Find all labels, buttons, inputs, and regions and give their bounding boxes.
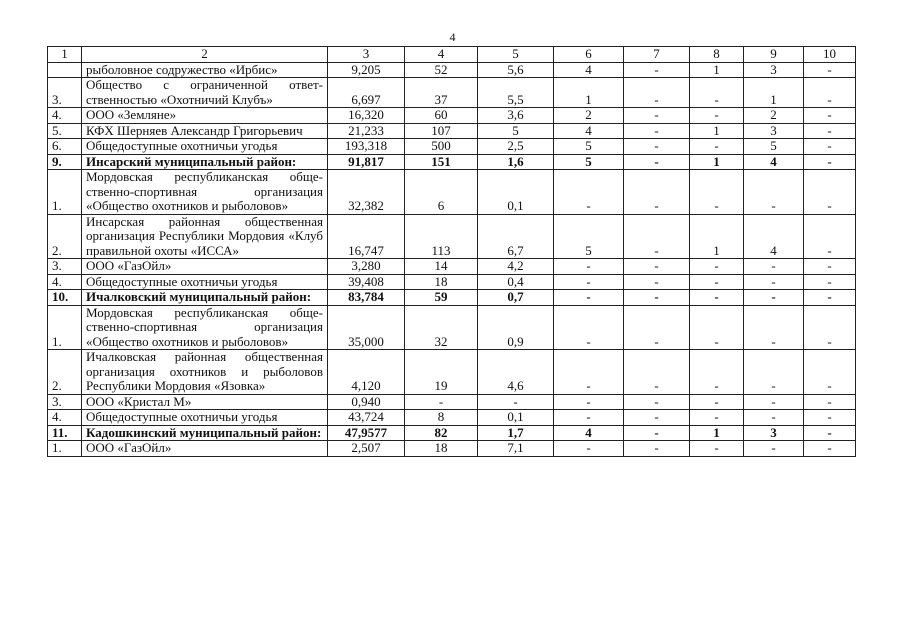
value-col-5: 4,6	[478, 350, 554, 395]
value-col-10: -	[804, 108, 856, 124]
row-number: 4.	[48, 274, 82, 290]
value-col-8: -	[690, 394, 744, 410]
row-number: 4.	[48, 410, 82, 426]
value-col-9: -	[744, 290, 804, 306]
row-number: 9.	[48, 154, 82, 170]
value-col-5: 1,7	[478, 425, 554, 441]
value-col-7: -	[624, 154, 690, 170]
value-col-5: 5,5	[478, 78, 554, 108]
organization-name: Общедоступные охотничьи угодья	[82, 139, 328, 155]
value-col-3: 0,940	[328, 394, 405, 410]
value-col-6: -	[554, 410, 624, 426]
value-col-3: 193,318	[328, 139, 405, 155]
organization-name: рыболовное содружество «Ирбис»	[82, 62, 328, 78]
value-col-6: 4	[554, 425, 624, 441]
value-col-3: 83,784	[328, 290, 405, 306]
value-col-4: 6	[405, 170, 478, 215]
value-col-8: -	[690, 274, 744, 290]
value-col-7: -	[624, 410, 690, 426]
value-col-3: 3,280	[328, 259, 405, 275]
value-col-9: 4	[744, 214, 804, 259]
table-row	[48, 78, 856, 108]
value-col-3: 2,507	[328, 441, 405, 457]
column-number-row	[48, 47, 856, 63]
value-col-10: -	[804, 170, 856, 215]
value-col-3: 91,817	[328, 154, 405, 170]
table-row	[48, 62, 856, 78]
value-col-3: 35,000	[328, 305, 405, 350]
value-col-10: -	[804, 274, 856, 290]
column-number-3: 3	[328, 47, 405, 63]
value-col-5: 5	[478, 123, 554, 139]
value-col-3: 32,382	[328, 170, 405, 215]
column-number-1: 1	[48, 47, 82, 63]
table-row	[48, 394, 856, 410]
value-col-6: -	[554, 259, 624, 275]
column-number-7: 7	[624, 47, 690, 63]
table-row	[48, 259, 856, 275]
table-row	[48, 108, 856, 124]
organization-name: Общество с ограниченной ответ-ственностью «Охотничий Клубъ»	[82, 78, 328, 108]
organization-name: ООО «Земляне»	[82, 108, 328, 124]
row-number: 4.	[48, 108, 82, 124]
value-col-8: -	[690, 441, 744, 457]
table-row	[48, 170, 856, 215]
value-col-9: -	[744, 410, 804, 426]
row-number: 11.	[48, 425, 82, 441]
value-col-3: 9,205	[328, 62, 405, 78]
value-col-3: 21,233	[328, 123, 405, 139]
hunting-grounds-table	[47, 46, 856, 457]
organization-name: Мордовская республиканская обще-ственно-спортивная организация «Общество охотников и рыболовов»	[82, 170, 328, 215]
value-col-6: 4	[554, 62, 624, 78]
value-col-4: 500	[405, 139, 478, 155]
value-col-5: 0,1	[478, 170, 554, 215]
value-col-6: 5	[554, 139, 624, 155]
row-number: 5.	[48, 123, 82, 139]
value-col-8: -	[690, 170, 744, 215]
row-number: 1.	[48, 305, 82, 350]
organization-name: ООО «ГазОйл»	[82, 441, 328, 457]
table-body	[48, 62, 856, 456]
value-col-9: 3	[744, 62, 804, 78]
value-col-7: -	[624, 108, 690, 124]
value-col-3: 39,408	[328, 274, 405, 290]
row-number: 3.	[48, 394, 82, 410]
value-col-8: -	[690, 108, 744, 124]
value-col-6: 4	[554, 123, 624, 139]
district-summary-row	[48, 425, 856, 441]
table-row	[48, 274, 856, 290]
value-col-9: -	[744, 170, 804, 215]
row-number	[48, 62, 82, 78]
value-col-4: 60	[405, 108, 478, 124]
value-col-4: 113	[405, 214, 478, 259]
value-col-5: 4,2	[478, 259, 554, 275]
value-col-7: -	[624, 170, 690, 215]
organization-name: Общедоступные охотничьи угодья	[82, 410, 328, 426]
district-summary-row	[48, 290, 856, 306]
value-col-5: 6,7	[478, 214, 554, 259]
organization-name: Общедоступные охотничьи угодья	[82, 274, 328, 290]
value-col-5: 0,9	[478, 305, 554, 350]
organization-name: ООО «Кристал М»	[82, 394, 328, 410]
value-col-8: 1	[690, 214, 744, 259]
value-col-7: -	[624, 62, 690, 78]
value-col-5: 1,6	[478, 154, 554, 170]
row-number: 3.	[48, 259, 82, 275]
value-col-4: 59	[405, 290, 478, 306]
value-col-7: -	[624, 394, 690, 410]
value-col-7: -	[624, 290, 690, 306]
value-col-10: -	[804, 154, 856, 170]
value-col-6: 1	[554, 78, 624, 108]
value-col-3: 47,9577	[328, 425, 405, 441]
value-col-8: 1	[690, 123, 744, 139]
value-col-8: -	[690, 259, 744, 275]
value-col-8: -	[690, 305, 744, 350]
organization-name: Кадошкинский муниципальный район:	[82, 425, 328, 441]
column-number-2: 2	[82, 47, 328, 63]
value-col-10: -	[804, 350, 856, 395]
value-col-3: 16,320	[328, 108, 405, 124]
value-col-9: -	[744, 259, 804, 275]
value-col-8: 1	[690, 154, 744, 170]
organization-name: Инсарский муниципальный район:	[82, 154, 328, 170]
column-number-8: 8	[690, 47, 744, 63]
value-col-6: -	[554, 305, 624, 350]
organization-name: КФХ Шерняев Александр Григорьевич	[82, 123, 328, 139]
organization-name: ООО «ГазОйл»	[82, 259, 328, 275]
value-col-9: 2	[744, 108, 804, 124]
value-col-4: 14	[405, 259, 478, 275]
value-col-8: -	[690, 139, 744, 155]
value-col-6: 2	[554, 108, 624, 124]
value-col-10: -	[804, 123, 856, 139]
value-col-5: 0,1	[478, 410, 554, 426]
column-number-9: 9	[744, 47, 804, 63]
table-row	[48, 305, 856, 350]
row-number: 2.	[48, 350, 82, 395]
value-col-4: 82	[405, 425, 478, 441]
value-col-3: 43,724	[328, 410, 405, 426]
value-col-10: -	[804, 394, 856, 410]
value-col-4: 32	[405, 305, 478, 350]
table-row	[48, 410, 856, 426]
value-col-7: -	[624, 441, 690, 457]
value-col-4: 37	[405, 78, 478, 108]
value-col-9: 1	[744, 78, 804, 108]
value-col-9: 3	[744, 123, 804, 139]
value-col-7: -	[624, 274, 690, 290]
row-number: 1.	[48, 441, 82, 457]
value-col-9: -	[744, 274, 804, 290]
table-row	[48, 214, 856, 259]
value-col-8: -	[690, 290, 744, 306]
value-col-9: 3	[744, 425, 804, 441]
value-col-10: -	[804, 410, 856, 426]
organization-name: Мордовская республиканская обще-ственно-спортивная организация «Общество охотников и рыболовов»	[82, 305, 328, 350]
value-col-7: -	[624, 78, 690, 108]
value-col-3: 4,120	[328, 350, 405, 395]
table-row	[48, 139, 856, 155]
value-col-8: 1	[690, 425, 744, 441]
value-col-10: -	[804, 139, 856, 155]
value-col-4: 18	[405, 441, 478, 457]
value-col-9: -	[744, 441, 804, 457]
value-col-10: -	[804, 259, 856, 275]
value-col-6: -	[554, 290, 624, 306]
value-col-5: 7,1	[478, 441, 554, 457]
value-col-9: -	[744, 305, 804, 350]
value-col-7: -	[624, 214, 690, 259]
row-number: 1.	[48, 170, 82, 215]
value-col-7: -	[624, 425, 690, 441]
value-col-4: 107	[405, 123, 478, 139]
value-col-5: 3,6	[478, 108, 554, 124]
value-col-3: 16,747	[328, 214, 405, 259]
value-col-6: -	[554, 441, 624, 457]
value-col-5: 0,4	[478, 274, 554, 290]
value-col-4: 52	[405, 62, 478, 78]
value-col-8: -	[690, 350, 744, 395]
row-number: 2.	[48, 214, 82, 259]
value-col-7: -	[624, 123, 690, 139]
value-col-5: 2,5	[478, 139, 554, 155]
value-col-4: 18	[405, 274, 478, 290]
value-col-9: -	[744, 350, 804, 395]
value-col-7: -	[624, 139, 690, 155]
district-summary-row	[48, 154, 856, 170]
organization-name: Инсарская районная общественная организация Республики Мордовия «Клуб правильной охоты «ИССА»	[82, 214, 328, 259]
value-col-9: -	[744, 394, 804, 410]
organization-name: Ичалковский муниципальный район:	[82, 290, 328, 306]
value-col-8: -	[690, 410, 744, 426]
organization-name: Ичалковская районная общественная организация охотников и рыболовов Республики Мордовия «Язовка»	[82, 350, 328, 395]
value-col-5: 5,6	[478, 62, 554, 78]
row-number: 6.	[48, 139, 82, 155]
value-col-10: -	[804, 441, 856, 457]
value-col-8: -	[690, 78, 744, 108]
value-col-7: -	[624, 305, 690, 350]
value-col-3: 6,697	[328, 78, 405, 108]
value-col-6: 5	[554, 154, 624, 170]
column-number-4: 4	[405, 47, 478, 63]
value-col-7: -	[624, 259, 690, 275]
value-col-9: 5	[744, 139, 804, 155]
value-col-10: -	[804, 62, 856, 78]
value-col-7: -	[624, 350, 690, 395]
value-col-6: 5	[554, 214, 624, 259]
value-col-9: 4	[744, 154, 804, 170]
value-col-10: -	[804, 78, 856, 108]
row-number: 3.	[48, 78, 82, 108]
value-col-10: -	[804, 290, 856, 306]
page-number: 4	[449, 30, 456, 44]
value-col-6: -	[554, 170, 624, 215]
value-col-8: 1	[690, 62, 744, 78]
value-col-5: 0,7	[478, 290, 554, 306]
value-col-4: -	[405, 394, 478, 410]
column-number-5: 5	[478, 47, 554, 63]
table-row	[48, 441, 856, 457]
table-row	[48, 123, 856, 139]
value-col-6: -	[554, 274, 624, 290]
value-col-4: 19	[405, 350, 478, 395]
value-col-4: 8	[405, 410, 478, 426]
row-number: 10.	[48, 290, 82, 306]
column-number-10: 10	[804, 47, 856, 63]
value-col-6: -	[554, 350, 624, 395]
value-col-10: -	[804, 305, 856, 350]
value-col-10: -	[804, 425, 856, 441]
value-col-4: 151	[405, 154, 478, 170]
table-row	[48, 350, 856, 395]
value-col-10: -	[804, 214, 856, 259]
value-col-6: -	[554, 394, 624, 410]
value-col-5: -	[478, 394, 554, 410]
column-number-6: 6	[554, 47, 624, 63]
